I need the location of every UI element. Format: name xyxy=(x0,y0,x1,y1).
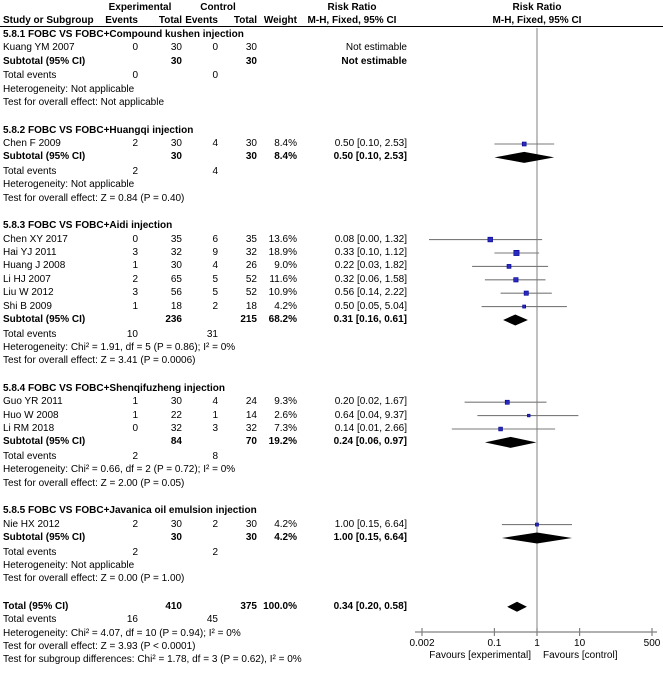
study-name: Guo YR 2011 xyxy=(3,396,63,408)
control-events: 9 xyxy=(212,247,218,258)
total-events-experimental: 2 xyxy=(132,165,138,177)
experimental-total: 84 xyxy=(170,436,182,448)
experimental-total: 30 xyxy=(170,151,182,163)
weight-value: 2.6% xyxy=(274,409,297,421)
header-total-experimental: Total xyxy=(158,15,182,26)
overall-effect-note: Test for overall effect: Z = 3.93 (P < 0.0001) xyxy=(3,641,196,652)
section-title: 5.8.4 FOBC VS FOBC+Shenqifuzheng injection xyxy=(3,382,225,394)
experimental-events: 1 xyxy=(132,396,138,408)
weight-value: 19.2% xyxy=(268,436,297,448)
overall-effect-note: Test for overall effect: Z = 3.41 (P = 0.0006) xyxy=(3,355,196,367)
total-events-experimental: 2 xyxy=(132,450,138,462)
weight-value: 13.6% xyxy=(268,233,297,245)
weight-value: 8.4% xyxy=(274,151,297,163)
experimental-total: 30 xyxy=(170,138,182,149)
section-title: 5.8.2 FOBC VS FOBC+Huangqi injection xyxy=(3,124,194,136)
experimental-events: 3 xyxy=(132,287,138,299)
experimental-total: 56 xyxy=(170,287,182,299)
risk-ratio-ci-value: 0.32 [0.06, 1.58] xyxy=(334,273,407,285)
subtotal-row-label: Subtotal (95% CI) xyxy=(3,151,86,163)
control-total: 26 xyxy=(245,260,257,272)
plot-point-marker xyxy=(523,305,526,308)
total-events-control: 4 xyxy=(212,165,218,177)
total-events-label: Total events xyxy=(3,328,57,340)
study-name: Nie HX 2012 xyxy=(3,518,60,530)
control-total: 30 xyxy=(245,55,257,67)
total-diamond xyxy=(507,602,527,612)
control-total: 30 xyxy=(245,532,257,543)
study-name: Kuang YM 2007 xyxy=(3,42,75,54)
experimental-total: 30 xyxy=(170,532,182,543)
favours-experimental-label: Favours [experimental] xyxy=(429,650,531,661)
header-risk-ratio-left: Risk Ratio xyxy=(327,2,377,13)
control-events: 4 xyxy=(212,396,218,408)
weight-value: 68.2% xyxy=(268,314,297,325)
experimental-total: 236 xyxy=(165,314,182,325)
control-total: 30 xyxy=(245,151,257,163)
study-name: Li HJ 2007 xyxy=(3,273,51,285)
plot-point-marker xyxy=(488,237,493,242)
heterogeneity-note: Heterogeneity: Chi² = 1.91, df = 5 (P = 0.86); I² = 0% xyxy=(3,341,236,353)
experimental-total: 30 xyxy=(170,260,182,272)
control-events: 1 xyxy=(212,409,218,421)
plot-point-marker xyxy=(499,427,503,431)
header-total-control: Total xyxy=(233,15,257,26)
control-total: 375 xyxy=(240,600,257,612)
experimental-total: 22 xyxy=(170,409,182,421)
plot-point-marker xyxy=(514,250,519,255)
risk-ratio-ci-value: 0.50 [0.10, 2.53] xyxy=(333,151,407,163)
total-events-label: Total events xyxy=(3,70,57,82)
control-total: 52 xyxy=(245,273,257,285)
weight-value: 18.9% xyxy=(268,247,297,258)
subtotal-diamond xyxy=(502,533,572,544)
weight-value: 4.2% xyxy=(274,300,297,312)
heterogeneity-note: Heterogeneity: Not applicable xyxy=(3,83,135,95)
control-total: 18 xyxy=(245,300,257,312)
x-axis-tick-label: 0.002 xyxy=(409,638,435,649)
total-events-control: 45 xyxy=(206,614,218,626)
total-events-label: Total events xyxy=(3,546,57,558)
control-total: 70 xyxy=(245,436,257,448)
control-total: 32 xyxy=(245,423,257,434)
x-axis-tick-label: 500 xyxy=(643,638,661,649)
experimental-events: 0 xyxy=(132,42,138,54)
weight-value: 9.3% xyxy=(274,396,297,408)
weight-value: 100.0% xyxy=(263,600,297,612)
experimental-events: 0 xyxy=(132,423,138,434)
section-title: 5.8.5 FOBC VS FOBC+Javanica oil emulsion injection xyxy=(3,505,257,517)
weight-value: 4.2% xyxy=(274,532,297,543)
risk-ratio-ci-value: 0.33 [0.10, 1.12] xyxy=(334,247,407,258)
header-events-control: Events xyxy=(185,15,218,26)
study-name: Chen F 2009 xyxy=(3,138,61,149)
control-events: 2 xyxy=(212,300,218,312)
overall-effect-note: Test for overall effect: Z = 0.84 (P = 0.40) xyxy=(3,192,185,204)
control-total: 30 xyxy=(245,518,257,530)
control-events: 0 xyxy=(212,42,218,54)
control-total: 215 xyxy=(240,314,257,325)
section-title: 5.8.3 FOBC VS FOBC+Aidi injection xyxy=(3,220,173,232)
risk-ratio-ci-value: Not estimable xyxy=(341,55,407,67)
experimental-total: 30 xyxy=(170,55,182,67)
risk-ratio-ci-value: 0.31 [0.16, 0.61] xyxy=(333,314,407,325)
subtotal-row-label: Subtotal (95% CI) xyxy=(3,314,86,325)
subtotal-row-label: Subtotal (95% CI) xyxy=(3,532,86,543)
total-events-control: 0 xyxy=(212,70,218,82)
control-events: 4 xyxy=(212,260,218,272)
study-name: Huo W 2008 xyxy=(3,409,59,421)
weight-value: 10.9% xyxy=(268,287,297,299)
control-total: 52 xyxy=(245,287,257,299)
plot-point-marker xyxy=(505,400,509,404)
experimental-events: 3 xyxy=(132,247,138,258)
risk-ratio-ci-value: 0.24 [0.06, 0.97] xyxy=(333,436,407,448)
control-total: 14 xyxy=(245,409,257,421)
risk-ratio-ci-value: 1.00 [0.15, 6.64] xyxy=(333,532,407,543)
risk-ratio-ci-value: 0.56 [0.14, 2.22] xyxy=(334,287,407,299)
plot-point-marker xyxy=(507,264,511,268)
control-events: 5 xyxy=(212,273,218,285)
study-name: Hai YJ 2011 xyxy=(3,247,57,258)
heterogeneity-note: Heterogeneity: Not applicable xyxy=(3,559,135,571)
total-events-experimental: 2 xyxy=(132,546,138,558)
total-events-label: Total events xyxy=(3,450,57,462)
experimental-total: 32 xyxy=(170,423,182,434)
control-total: 30 xyxy=(245,138,257,149)
experimental-total: 18 xyxy=(170,300,182,312)
header-study-or-subgroup: Study or Subgroup xyxy=(3,15,94,26)
subtotal-diamond xyxy=(494,152,554,163)
risk-ratio-ci-value: 0.14 [0.01, 2.66] xyxy=(334,423,407,434)
subtotal-row-label: Subtotal (95% CI) xyxy=(3,436,86,448)
control-total: 24 xyxy=(245,396,257,408)
risk-ratio-ci-value: 0.22 [0.03, 1.82] xyxy=(334,260,407,272)
subtotal-diamond xyxy=(503,315,528,326)
risk-ratio-ci-value: 0.64 [0.04, 9.37] xyxy=(334,409,407,421)
total-row-label: Total (95% CI) xyxy=(3,600,69,612)
subtotal-row-label: Subtotal (95% CI) xyxy=(3,55,86,67)
control-total: 32 xyxy=(245,247,257,258)
study-name: Li RM 2018 xyxy=(3,423,55,434)
experimental-total: 35 xyxy=(170,233,182,245)
plot-point-marker xyxy=(524,291,528,295)
heterogeneity-note: Heterogeneity: Not applicable xyxy=(3,179,135,191)
control-total: 35 xyxy=(245,233,257,245)
experimental-events: 2 xyxy=(132,518,138,530)
plot-point-marker xyxy=(527,414,530,417)
weight-value: 7.3% xyxy=(274,423,297,434)
control-events: 2 xyxy=(212,518,218,530)
control-total: 30 xyxy=(245,42,257,54)
heterogeneity-note: Heterogeneity: Chi² = 4.07, df = 10 (P = 0.94); I² = 0% xyxy=(3,627,241,639)
control-events: 4 xyxy=(212,138,218,149)
x-axis-tick-label: 1 xyxy=(534,638,540,649)
favours-control-label: Favours [control] xyxy=(543,650,618,661)
plot-point-marker xyxy=(522,142,526,146)
control-events: 5 xyxy=(212,287,218,299)
subtotal-diamond xyxy=(485,437,537,448)
plot-point-marker xyxy=(535,523,538,526)
header-method-left: M-H, Fixed, 95% CI xyxy=(307,15,397,26)
risk-ratio-ci-value: 1.00 [0.15, 6.64] xyxy=(334,518,407,530)
overall-effect-note: Test for overall effect: Z = 0.00 (P = 1.00) xyxy=(3,573,185,585)
total-events-control: 8 xyxy=(212,450,218,462)
experimental-events: 2 xyxy=(132,138,138,149)
header-control: Control xyxy=(200,2,236,13)
experimental-total: 30 xyxy=(170,518,182,530)
study-name: Shi B 2009 xyxy=(3,300,52,312)
heterogeneity-note: Heterogeneity: Chi² = 0.66, df = 2 (P = 0.72); I² = 0% xyxy=(3,464,236,476)
total-events-experimental: 10 xyxy=(126,328,138,340)
study-name: Liu W 2012 xyxy=(3,287,54,299)
x-axis-tick-label: 10 xyxy=(574,638,586,649)
subgroup-differences-note: Test for subgroup differences: Chi² = 1.78, df = 3 (P = 0.62), I² = 0% xyxy=(3,654,302,666)
overall-effect-note: Test for overall effect: Not applicable xyxy=(3,97,165,109)
header-method-right: M-H, Fixed, 95% CI xyxy=(492,15,582,26)
experimental-total: 65 xyxy=(170,273,182,285)
section-title: 5.8.1 FOBC VS FOBC+Compound kushen injection xyxy=(3,29,244,40)
experimental-events: 1 xyxy=(132,409,138,421)
experimental-events: 1 xyxy=(132,300,138,312)
experimental-events: 0 xyxy=(132,233,138,245)
total-events-control: 2 xyxy=(212,546,218,558)
risk-ratio-ci-value: 0.34 [0.20, 0.58] xyxy=(333,600,407,612)
experimental-total: 32 xyxy=(170,247,182,258)
experimental-total: 30 xyxy=(170,396,182,408)
study-name: Chen XY 2017 xyxy=(3,233,68,245)
experimental-events: 1 xyxy=(132,260,138,272)
experimental-events: 2 xyxy=(132,273,138,285)
weight-value: 4.2% xyxy=(274,518,297,530)
risk-ratio-ci-value: 0.50 [0.05, 5.04] xyxy=(334,300,407,312)
total-events-label: Total events xyxy=(3,614,57,626)
header-events-experimental: Events xyxy=(105,15,138,26)
control-events: 6 xyxy=(212,233,218,245)
weight-value: 9.0% xyxy=(274,260,297,272)
risk-ratio-ci-value: 0.08 [0.00, 1.32] xyxy=(334,233,407,245)
risk-ratio-ci-value: Not estimable xyxy=(345,42,407,54)
x-axis-tick-label: 0.1 xyxy=(487,638,502,649)
total-events-control: 31 xyxy=(206,328,218,340)
risk-ratio-ci-value: 0.20 [0.02, 1.67] xyxy=(334,396,407,408)
plot-point-marker xyxy=(514,278,518,282)
risk-ratio-ci-value: 0.50 [0.10, 2.53] xyxy=(334,138,407,149)
experimental-total: 30 xyxy=(170,42,182,54)
header-experimental: Experimental xyxy=(108,2,172,13)
total-events-experimental: 0 xyxy=(132,70,138,82)
control-events: 3 xyxy=(212,423,218,434)
header-weight: Weight xyxy=(263,15,297,26)
study-name: Huang J 2008 xyxy=(3,260,66,272)
weight-value: 8.4% xyxy=(274,138,297,149)
weight-value: 11.6% xyxy=(269,273,297,285)
overall-effect-note: Test for overall effect: Z = 2.00 (P = 0.05) xyxy=(3,477,185,489)
total-events-experimental: 16 xyxy=(126,614,138,626)
total-events-label: Total events xyxy=(3,165,57,177)
experimental-total: 410 xyxy=(165,600,182,612)
header-risk-ratio-right: Risk Ratio xyxy=(512,2,562,13)
